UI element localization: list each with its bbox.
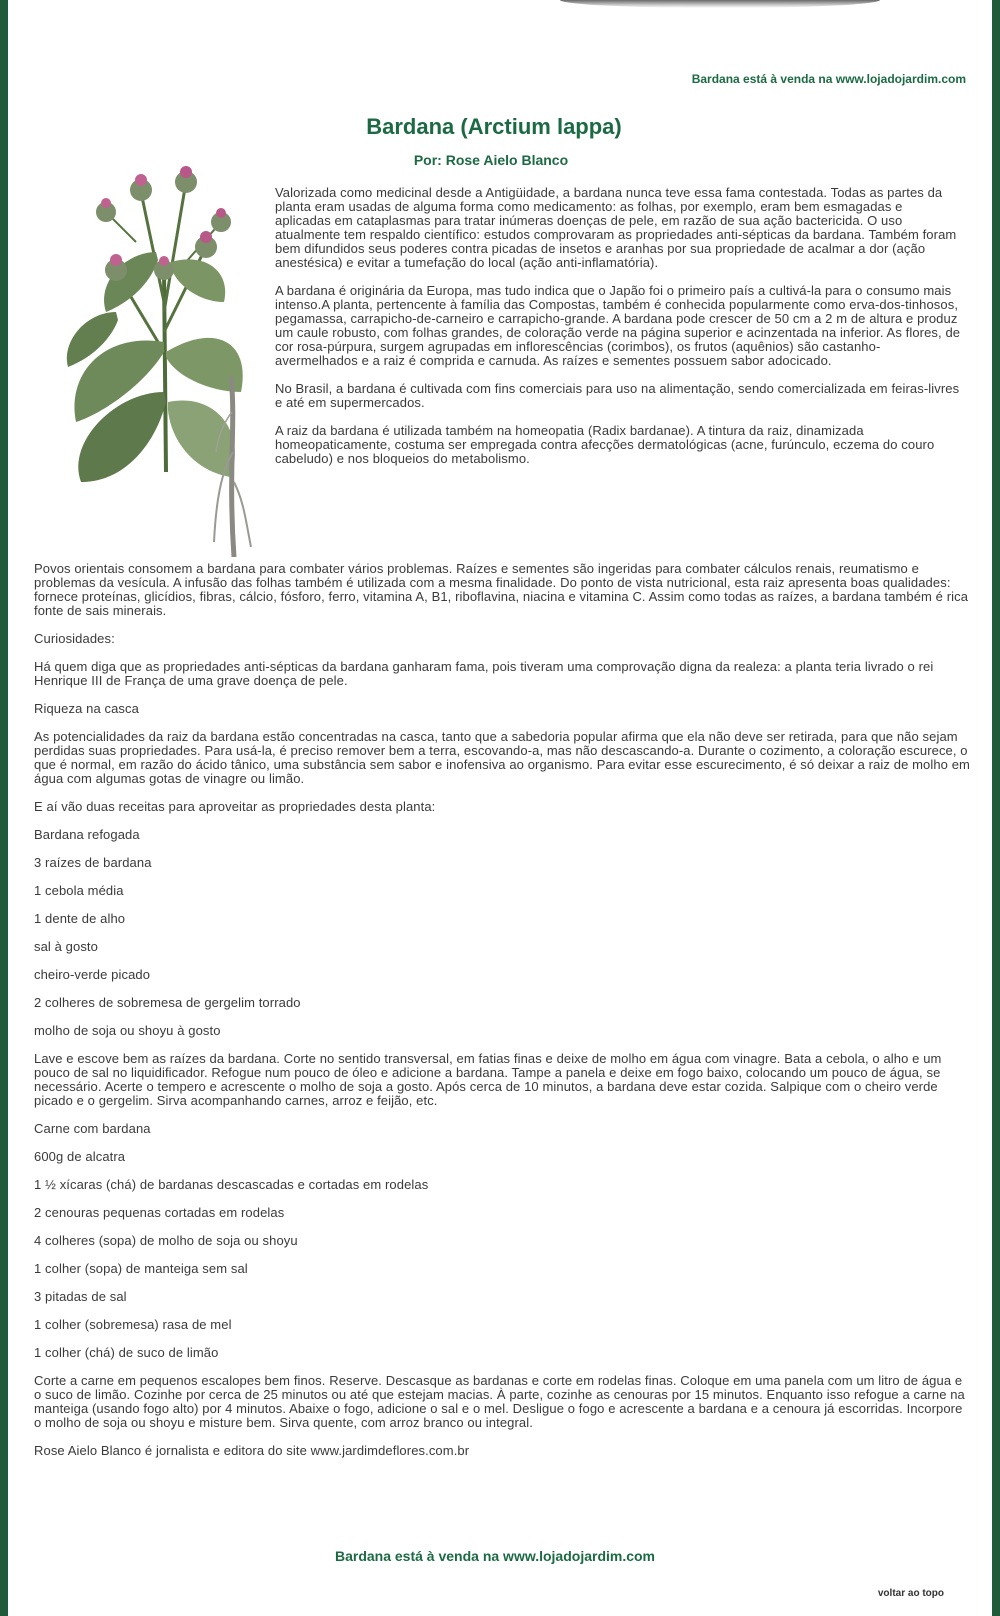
article-body	[34, 562, 970, 1472]
ingredient-item: 4 colheres (sopa) de molho de soja ou shoyu	[34, 1233, 298, 1248]
intro-paragraph: No Brasil, a bardana é cultivada com fins comerciais para uso na alimentação, sendo comercializada em feiras-livres e até em supermercados.	[275, 381, 960, 410]
intro-column	[275, 186, 961, 480]
ingredient-item: 600g de alcatra	[34, 1149, 126, 1164]
body-paragraph: As potencialidades da raiz da bardana estão concentradas na casca, tanto que a sabedoria popular afirma que ela não deve ser retirada, para que não sejam perdidas suas propriedades. Para usá-la, é preciso remover bem a terra, escovando-a, mas não descascando-a. Durante o cozimento, a coloração escurece, o que é normal, em razão do ácido tânico, uma substância sem sabor e inofensiva ao organismo. Para evitar esse escurecimento, é só deixar a raiz de molho em água com algumas gotas de vinagre ou limão.	[34, 729, 970, 786]
page-title: Bardana (Arctium lappa)	[366, 114, 622, 139]
section-heading-riqueza: Riqueza na casca	[34, 701, 139, 716]
body-paragraph: E aí vão duas receitas para aproveitar as propriedades desta planta:	[34, 799, 436, 814]
page-frame-left	[0, 0, 8, 1616]
recipe-title: Bardana refogada	[34, 827, 140, 842]
ingredient-item: 3 raízes de bardana	[34, 855, 152, 870]
back-to-top-link[interactable]: voltar ao topo	[877, 1588, 944, 1599]
author-byline: Por: Rose Aielo Blanco	[413, 152, 569, 168]
recipe-instructions: Lave e escove bem as raízes da bardana. Corte no sentido transversal, em fatias finas e deixe de molho em água com vinagre. Bata a cebola, o alho e um pouco de sal no liquidificador. Refogue num pouco de óleo e adicione a bardana. Tampe a panela e deixe em fogo baixo, colocando um pouco de água, se necessário. Acerte o tempero e acrescente o molho de soja a gosto. Após cerca de 10 minutos, a bardana deve estar cozida. Salpique com o cheiro verde picado e o gergelim. Sirva acompanhando carnes, arroz e feijão, etc.	[34, 1051, 942, 1108]
ingredient-item: 2 colheres de sobremesa de gergelim torrado	[34, 995, 301, 1010]
ingredient-item: sal à gosto	[34, 939, 98, 954]
header-shadow	[560, 0, 880, 8]
ingredient-item: 1 colher (sopa) de manteiga sem sal	[34, 1261, 248, 1276]
author-credit: Rose Aielo Blanco é jornalista e editora do site www.jardimdeflores.com.br	[34, 1443, 470, 1458]
burdock-plant-illustration	[46, 152, 266, 557]
body-paragraph: Povos orientais consomem a bardana para combater vários problemas. Raízes e sementes são ingeridas para combater cálculos renais, reumatismo e problemas da vesícula. A infusão das folhas também é utilizada com a mesma finalidade. Do ponto de vista nutricional, esta raiz apresenta boas qualidades: fornece proteínas, glicídios, fibras, cálcio, fósforo, ferro, vitamina A, B1, riboflavina, niacina e vitamina C. Assim como todas as raízes, a bardana também é rica fonte de sais minerais.	[34, 561, 969, 618]
store-link-bottom[interactable]: Bardana está à venda na www.lojadojardim.com	[334, 1548, 656, 1564]
section-heading-curiosidades: Curiosidades:	[34, 631, 115, 646]
ingredient-item: cheiro-verde picado	[34, 967, 151, 982]
ingredient-item: 1 colher (chá) de suco de limão	[34, 1345, 219, 1360]
page-frame-right	[992, 0, 1000, 1616]
store-link-top[interactable]: Bardana está à venda na www.lojadojardim.com	[691, 72, 966, 86]
ingredient-item: 1 ½ xícaras (chá) de bardanas descascadas e cortadas em rodelas	[34, 1177, 429, 1192]
recipe-instructions: Corte a carne em pequenos escalopes bem finos. Reserve. Descasque as bardanas e corte em rodelas finas. Coloque em uma panela com um litro de água e o suco de limão. Cozinhe por cerca de 25 minutos ou até que estejam macias. À parte, cozinhe as cenouras por 15 minutos. Enquanto isso refogue a carne na manteiga (usando fogo alto) por 4 minutos. Abaixe o fogo, adicione o sal e o mel. Desligue o fogo e acrescente a bardana e a cenoura já escorridas. Incorpore o molho de soja ou shoyu e misture bem. Sirva quente, com arroz branco ou integral.	[34, 1373, 965, 1430]
ingredient-item: 1 dente de alho	[34, 911, 126, 926]
ingredient-item: molho de soja ou shoyu à gosto	[34, 1023, 221, 1038]
recipe-title: Carne com bardana	[34, 1121, 151, 1136]
ingredient-item: 1 colher (sobremesa) rasa de mel	[34, 1317, 232, 1332]
body-paragraph: Há quem diga que as propriedades anti-sépticas da bardana ganharam fama, pois tiveram uma comprovação digna da realeza: a planta teria livrado o rei Henrique III de França de uma grave doença de pele.	[34, 659, 934, 688]
intro-paragraph: Valorizada como medicinal desde a Antigüidade, a bardana nunca teve essa fama contestada. Todas as partes da planta eram usadas de alguma forma como medicamento: as folhas, por exemplo, eram bem esmagadas e aplicadas em cataplasmas para tratar inúmeras doenças de pele, em razão de sua ação bactericida. O uso atualmente tem respaldo científico: estudos comprovaram as propriedades anti-sépticas da bardana. Também foram bem difundidos seus poderes contra picadas de insetos e aranhas por sua propriedade de acalmar a dor (ação anestésica) e evitar a tumefação do local (ação anti-inflamatória).	[275, 185, 957, 270]
ingredient-item: 3 pitadas de sal	[34, 1289, 127, 1304]
ingredient-item: 2 cenouras pequenas cortadas em rodelas	[34, 1205, 285, 1220]
ingredient-item: 1 cebola média	[34, 883, 124, 898]
intro-paragraph: A raiz da bardana é utilizada também na homeopatia (Radix bardanae). A tintura da raiz, dinamizada homeopaticamente, costuma ser empregada contra afecções dermatológicas (acne, furúnculo, eczema do couro cabeludo) e nos bloqueios do metabolismo.	[275, 423, 935, 466]
intro-paragraph: A bardana é originária da Europa, mas tudo indica que o Japão foi o primeiro país a cultivá-la para o consumo mais intenso.A planta, pertencente à família das Compostas, também é conhecida popularmente como erva-dos-tinhosos, pegamassa, carrapicho-de-carneiro e carrapicho-grande. A bardana pode crescer de 50 cm a 2 m de altura e produz um caule robusto, com folhas grandes, de coloração verde na página superior e acinzentada na inferior. As flores, de cor rosa-púrpura, surgem agrupadas em inflorescências (corimbos), os frutos (aquênios) são castanho-avermelhados e a raiz é comprida e carnuda. As raízes e sementes possuem sabor adocicado.	[275, 283, 961, 368]
